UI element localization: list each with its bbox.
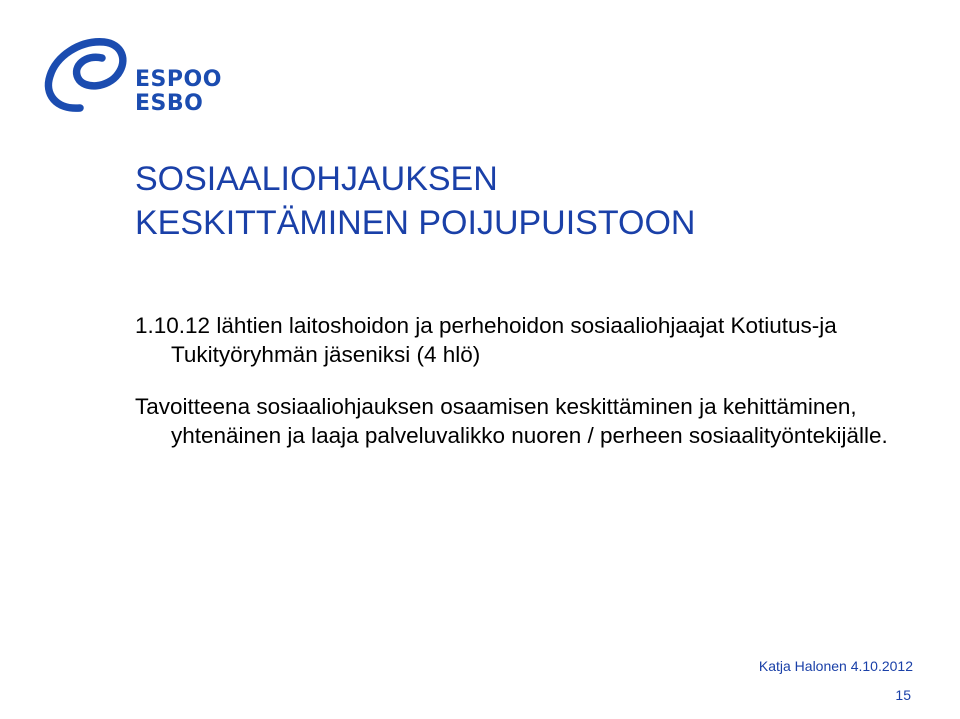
body-paragraph-1: 1.10.12 lähtien laitoshoidon ja perhehoidon sosiaaliohjaajat Kotiutus-ja Tukityöryhmän jäseniksi (4 hlö)	[135, 313, 837, 367]
slide-title	[135, 157, 695, 245]
logo-text-line2: ESBO	[135, 91, 204, 116]
slide-title-line1: SOSIAALIOHJAUKSEN	[135, 160, 498, 198]
footer-author-date: Katja Halonen 4.10.2012	[758, 658, 913, 674]
page-number: 15	[895, 687, 911, 703]
espoo-swirl-icon	[38, 30, 138, 116]
espoo-logo	[38, 30, 222, 116]
body-paragraph-2: Tavoitteena sosiaaliohjauksen osaamisen keskittäminen ja kehittäminen, yhtenäinen ja laaja palveluvalikko nuoren / perheen sosiaalityöntekijälle.	[135, 394, 888, 448]
logo-wordmark	[135, 68, 222, 116]
logo-text-line1: ESPOO	[135, 67, 222, 92]
slide-body	[135, 311, 925, 450]
slide-title-line2: KESKITTÄMINEN POIJUPUISTOON	[135, 204, 696, 242]
